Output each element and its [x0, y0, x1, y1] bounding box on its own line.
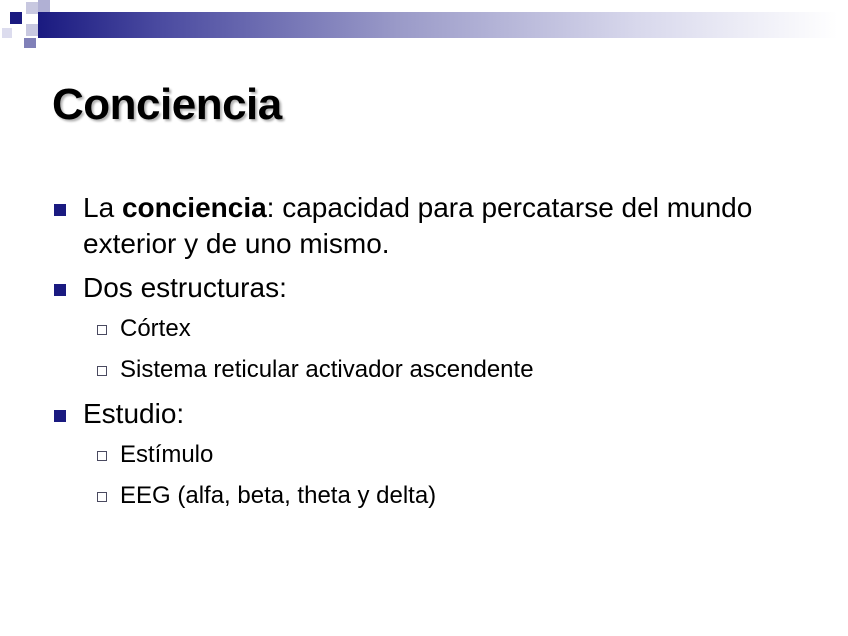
deco-square — [26, 24, 38, 36]
sub-bullet-text: Estímulo — [120, 441, 214, 468]
hollow-square-bullet-icon — [97, 451, 107, 461]
slide-title: Conciencia — [52, 80, 282, 129]
bullet-text: Dos estructuras: — [83, 272, 287, 303]
sub-bullet-text: EEG (alfa, beta, theta y delta) — [120, 482, 437, 509]
sub-bullet-item — [52, 314, 832, 344]
hollow-square-bullet-icon — [97, 325, 107, 335]
square-bullet-icon — [54, 204, 66, 216]
deco-square — [2, 28, 12, 38]
deco-square — [10, 12, 22, 24]
deco-square — [26, 2, 38, 14]
sub-bullet-item — [52, 481, 832, 511]
deco-square — [38, 0, 50, 12]
sub-bullet-list — [52, 314, 832, 385]
bullet-item-structures — [52, 270, 832, 306]
deco-square — [24, 38, 36, 48]
sub-bullet-text: Sistema reticular activador ascendente — [120, 356, 534, 383]
top-gradient-band — [38, 12, 838, 38]
sub-bullet-item — [52, 440, 832, 470]
hollow-square-bullet-icon — [97, 492, 107, 502]
bullet-item-definition — [52, 190, 832, 262]
bullet-item-study — [52, 396, 832, 432]
sub-bullet-item — [52, 355, 832, 385]
square-bullet-icon — [54, 284, 66, 296]
sub-bullet-text: Córtex — [120, 315, 191, 342]
square-bullet-icon — [54, 410, 66, 422]
hollow-square-bullet-icon — [97, 366, 107, 376]
sub-bullet-list — [52, 440, 832, 511]
bullet-text-prefix: La — [83, 192, 122, 223]
bullet-text: Estudio: — [83, 398, 185, 429]
bullet-list — [52, 190, 832, 522]
bullet-text-suffix: : capacidad para percatarse del mundo exterior y de uno mismo. — [83, 192, 753, 259]
bullet-text-bold: conciencia — [121, 192, 267, 223]
